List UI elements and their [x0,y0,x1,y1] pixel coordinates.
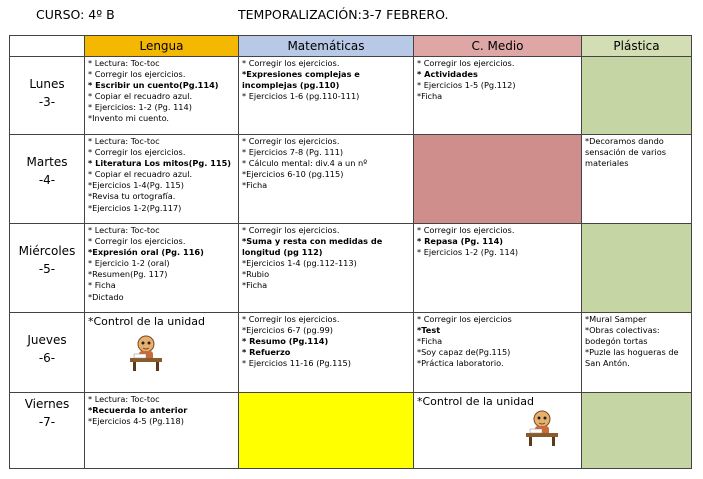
task-line: * Refuerzo [242,347,291,358]
day-cell [10,135,85,224]
task-line: *Recuerda lo anterior [88,405,188,416]
schedule-period-title: TEMPORALIZACIÓN:3-7 FEBRERO. [238,7,449,22]
task-line: * Corregir los ejercicios. [417,225,515,235]
subject-medio: C. Medio [414,36,582,57]
plastica-cell [582,135,692,224]
task-line: *Ficha [417,91,443,102]
task-line: * Corregir los ejercicios. [88,236,186,247]
day-row [10,224,692,313]
task-line: * Ejercicios: 1-2 (Pg. 114) [88,102,192,113]
lengua-cell [85,393,239,469]
task-line: *Ficha [417,336,443,347]
task-line: * Lectura: Toc-toc [88,394,160,404]
task-line: * Corregir los ejercicios. [88,69,186,80]
task-line: *Obras colectivas: [585,325,660,336]
matematicas-cell [239,135,414,224]
subject-lengua: Lengua [85,36,239,57]
day-row [10,135,692,224]
day-number: -7- [38,415,56,429]
task-line: sensación de varios [585,147,666,158]
corner-cell [10,36,85,57]
plastica-cell [582,393,692,469]
task-line: *Test [417,325,441,336]
task-line: *Control de la unidad [417,395,535,408]
day-name: Martes [26,155,68,169]
task-line: * Ejercicios 1-2 (Pg. 114) [417,247,519,258]
task-line: bodegón tortas [585,336,648,347]
task-line: * Lectura: Toc-toc [88,225,160,235]
task-line: * Corregir los ejercicios. [88,147,186,158]
task-line: * Ejercicios 7-8 (Pg. 111) [242,147,344,158]
day-row [10,313,692,393]
task-line: *Puzle las hogueras de [585,347,679,358]
plastica-cell [582,57,692,135]
lengua-cell [85,57,239,135]
task-line: * Resumo (Pg.114) [242,336,329,347]
task-line: * Copiar el recuadro azul. [88,91,193,102]
day-name: Viernes [24,397,70,411]
day-row [10,393,692,469]
task-line: * Literatura Los mitos(Pg. 115) [88,158,232,169]
task-line: *Ejercicios 6-7 (pg.99) [242,325,333,336]
course-label: CURSO: 4º B [36,7,115,22]
task-line: San Antón. [585,358,630,369]
task-line: * Repasa (Pg. 114) [417,236,504,247]
task-line: * Corregir los ejercicios [417,314,512,324]
task-line: *Mural Samper [585,314,647,324]
day-number: -3- [38,95,56,109]
task-line: *Ficha [242,280,268,291]
task-line: *Resumen(Pg. 117) [88,269,168,280]
matematicas-cell [239,313,414,393]
task-line: * Lectura: Toc-toc [88,58,160,68]
task-line: *Ejercicios 1-4 (pg.112-113) [242,258,357,269]
plastica-cell [582,313,692,393]
medio-cell [414,313,582,393]
task-line: * Corregir los ejercicios. [242,136,340,146]
task-line: *Ejercicios 4-5 (Pg.118) [88,416,184,427]
student-writing-icon [522,409,562,447]
subject-plastica: Plástica [582,36,692,57]
task-line: *Ficha [242,180,268,191]
matematicas-cell [239,393,414,469]
day-cell [10,57,85,135]
day-cell [10,224,85,313]
task-line: * Lectura: Toc-toc [88,136,160,146]
task-line: *Ejercicios 6-10 (pg.115) [242,169,344,180]
day-number: -6- [38,351,56,365]
task-line: *Invento mi cuento. [88,113,170,124]
schedule-table [9,35,692,469]
task-line: longitud (pg 112) [242,247,323,258]
day-name: Lunes [29,77,65,91]
task-line: * Escribir un cuento(Pg.114) [88,80,219,91]
lengua-cell [85,135,239,224]
task-line: * Cálculo mental: div.4 a un nº [242,158,368,169]
task-line: * Ejercicio 1-2 (oral) [88,258,170,269]
day-row [10,57,692,135]
task-line: * Actividades [417,69,478,80]
student-writing-icon [126,334,166,372]
task-line: *Soy capaz de(Pg.115) [417,347,511,358]
day-number: -5- [38,262,56,276]
task-line: *Ejercicios 1-2(Pg.117) [88,202,182,213]
day-name: Miércoles [18,244,76,258]
subject-matematicas: Matemáticas [239,36,414,57]
medio-cell [414,393,582,469]
task-line: *Expresión oral (Pg. 116) [88,247,204,258]
task-line: *Revisa tu ortografía. [88,191,176,202]
task-line: materiales [585,158,629,169]
task-line: incomplejas (pg.110) [242,80,340,91]
lengua-cell [85,224,239,313]
matematicas-cell [239,57,414,135]
task-line: *Dictado [88,291,124,302]
day-number: -4- [38,173,56,187]
task-line: * Ejercicios 11-16 (Pg.115) [242,358,351,369]
matematicas-cell [239,224,414,313]
day-cell [10,313,85,393]
task-line: * Corregir los ejercicios. [242,225,340,235]
task-line: *Decoramos dando [585,136,664,146]
task-line: *Ejercicios 1-4(Pg. 115) [88,180,184,191]
task-line: * Copiar el recuadro azul. [88,169,193,180]
task-line: *Expresiones complejas e [242,69,360,80]
task-line: * Corregir los ejercicios. [242,58,340,68]
medio-cell [414,224,582,313]
task-line: * Ejercicios 1-6 (pg.110-111) [242,91,360,102]
task-line: * Ejercicios 1-5 (Pg.112) [417,80,516,91]
task-line: * Corregir los ejercicios. [417,58,515,68]
task-line: *Práctica laboratorio. [417,358,504,369]
lengua-cell [85,313,239,393]
plastica-cell [582,224,692,313]
medio-cell [414,57,582,135]
task-line: *Suma y resta con medidas de [242,236,383,247]
task-line: * Corregir los ejercicios. [242,314,340,324]
day-cell [10,393,85,469]
day-name: Jueves [27,333,67,347]
medio-cell [414,135,582,224]
task-line: * Ficha [88,280,116,291]
task-line: *Control de la unidad [88,315,206,328]
task-line: *Rubio [242,269,270,280]
subject-header-row [10,36,692,57]
